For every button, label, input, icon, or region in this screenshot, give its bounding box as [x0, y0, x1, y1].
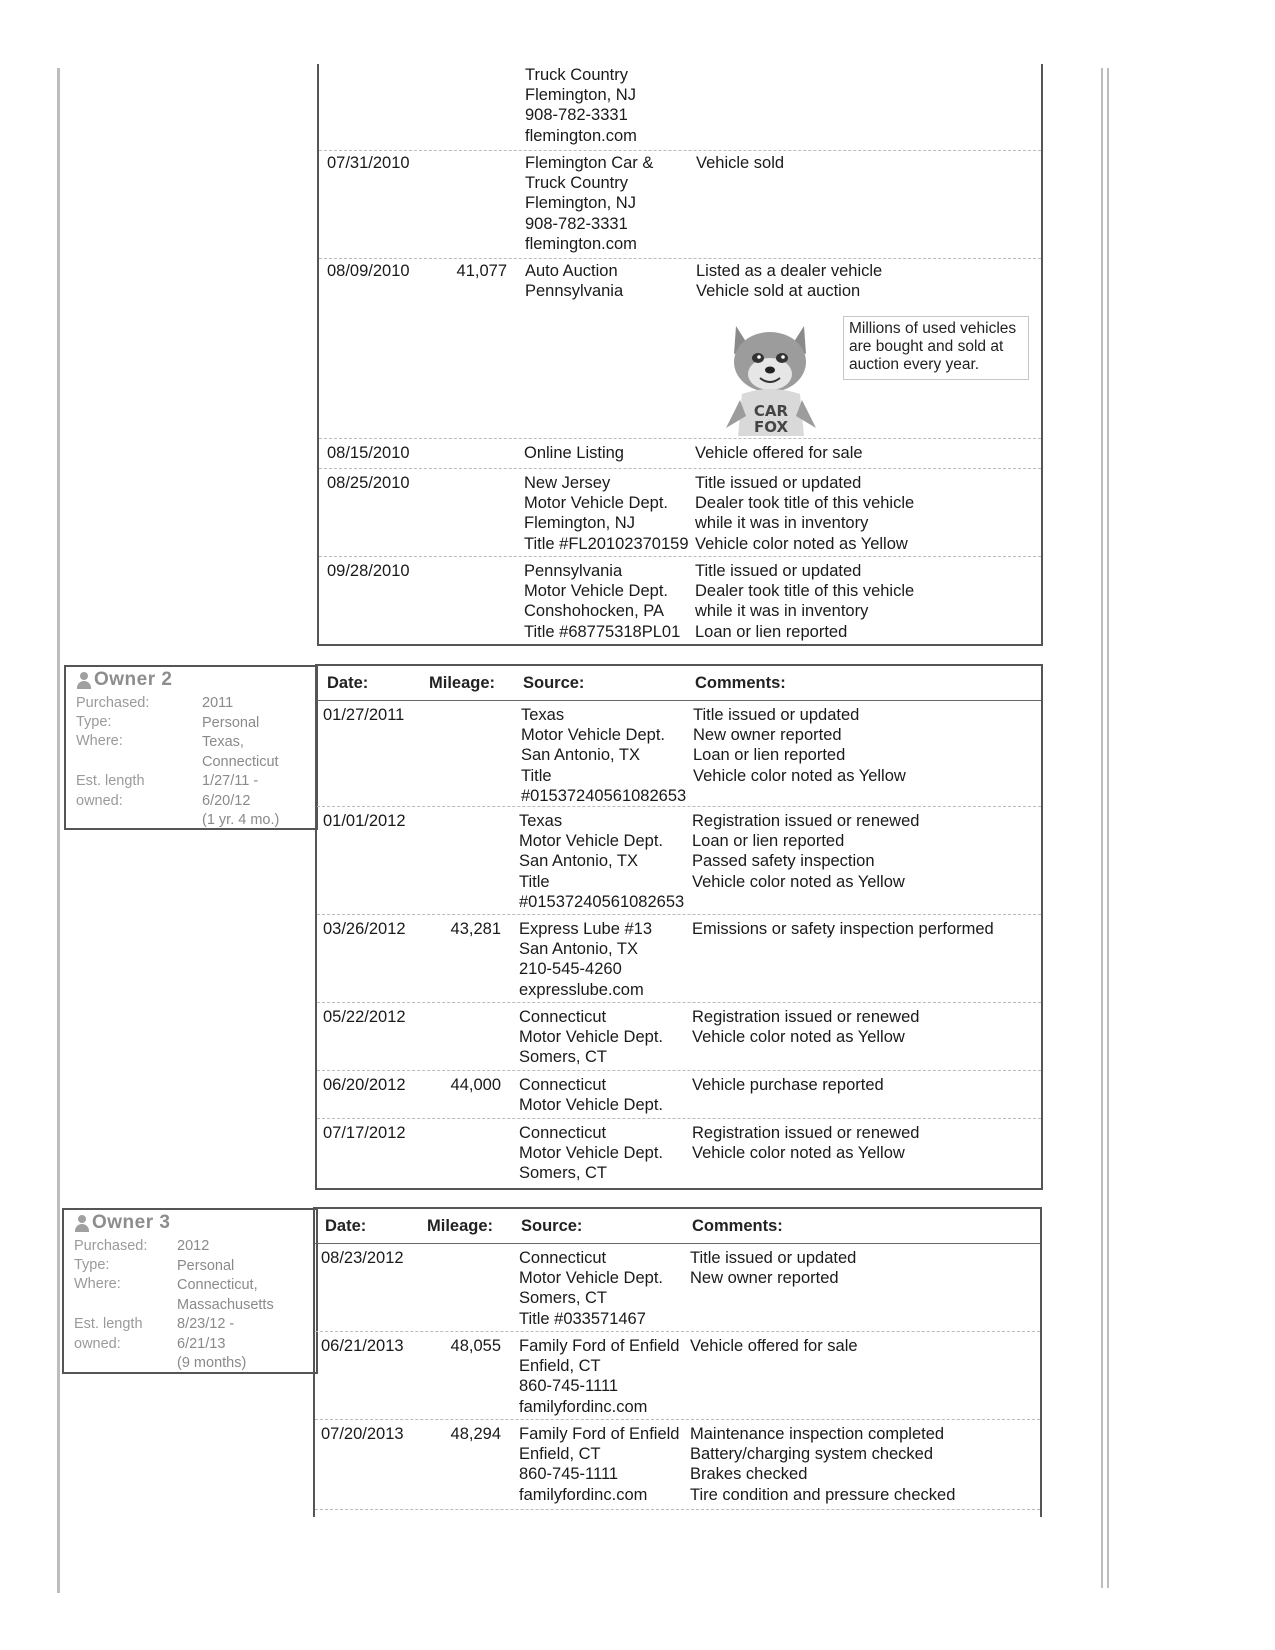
page-border-right-inner — [1107, 68, 1109, 1588]
comments-cell: Registration issued or renewed Vehicle color noted as Yellow — [692, 1008, 920, 1047]
date-cell: 06/20/2012 — [323, 1076, 406, 1094]
source-cell: Texas Motor Vehicle Dept. San Antonio, TX Title #01537240561082653 — [521, 706, 687, 805]
table-row — [319, 556, 1041, 645]
source-cell: Pennsylvania Motor Vehicle Dept. Conshohocken, PA Title #68775318PL01 — [524, 562, 681, 641]
date-cell: 08/25/2010 — [327, 474, 410, 492]
table-row — [315, 1331, 1040, 1420]
header-source: Source: — [523, 674, 585, 692]
est-length-value: 1/27/11 - 6/20/12 (1 yr. 4 mo.) — [202, 773, 280, 828]
where-value: Texas, Connecticut — [202, 734, 279, 770]
comments-cell: Vehicle offered for sale — [695, 444, 863, 462]
type-value: Personal — [202, 715, 260, 731]
table-row — [315, 1419, 1040, 1510]
header-date: Date: — [325, 1217, 367, 1235]
table-row — [319, 64, 1041, 152]
auction-callout: Millions of used vehicles are bought and sold at auction every year. — [843, 316, 1029, 380]
source-cell: Family Ford of Enfield Enfield, CT 860-745-1111 familyfordinc.com — [519, 1425, 680, 1504]
page-border-right — [1101, 68, 1103, 1588]
date-cell: 08/09/2010 — [327, 262, 410, 280]
date-cell: 06/21/2013 — [321, 1337, 404, 1355]
table-row — [317, 1070, 1041, 1119]
header-comments: Comments: — [695, 674, 786, 692]
comments-cell: Registration issued or renewed Loan or lien reported Passed safety inspection Vehicle color noted as Yellow — [692, 812, 920, 891]
table-row — [319, 468, 1041, 557]
person-icon — [76, 671, 92, 689]
date-cell: 01/01/2012 — [323, 812, 406, 830]
source-cell: Online Listing — [524, 444, 624, 462]
comments-cell: Vehicle offered for sale — [690, 1337, 858, 1355]
header-date: Date: — [327, 674, 369, 692]
type-value: Personal — [177, 1258, 235, 1274]
comments-cell: Vehicle sold — [696, 154, 785, 172]
est-length-label: Est. length owned: — [74, 1316, 143, 1352]
where-label: Where: — [76, 733, 123, 749]
mileage-cell: 48,055 — [450, 1337, 501, 1355]
source-cell: Truck Country Flemington, NJ 908-782-3331 flemington.com — [525, 66, 637, 145]
mileage-cell: 48,294 — [450, 1425, 501, 1443]
history-table-owner3 — [313, 1207, 1042, 1517]
date-cell: 01/27/2011 — [323, 706, 405, 724]
table-row — [317, 1002, 1041, 1071]
date-cell: 08/23/2012 — [321, 1249, 404, 1267]
comments-cell: Title issued or updated New owner reported — [690, 1249, 857, 1288]
table-row — [317, 700, 1041, 807]
comments-cell: Emissions or safety inspection performed — [692, 920, 994, 938]
carfox-mascot-icon — [716, 316, 826, 436]
source-cell: Family Ford of Enfield Enfield, CT 860-745-1111 familyfordinc.com — [519, 1337, 680, 1416]
source-cell: Auto Auction Pennsylvania — [525, 262, 624, 301]
mileage-cell: 43,281 — [450, 920, 501, 938]
owner3-title: Owner 3 — [74, 1212, 170, 1234]
svg-text:FOX: FOX — [753, 418, 789, 436]
date-cell: 07/20/2013 — [321, 1425, 404, 1443]
comments-cell: Title issued or updated New owner reported Loan or lien reported Vehicle color noted as Yellow — [693, 706, 906, 785]
comments-cell: Title issued or updated Dealer took title of this vehicle while it was in inventory Vehicle color noted as Yellow — [695, 474, 915, 553]
source-cell: Texas Motor Vehicle Dept. San Antonio, TX Title #01537240561082653 — [519, 812, 685, 911]
owner3-summary — [62, 1208, 318, 1374]
est-length-label: Est. length owned: — [76, 773, 145, 809]
table-row — [317, 806, 1041, 913]
mileage-cell: 44,000 — [450, 1076, 501, 1094]
table-row — [319, 150, 1041, 261]
source-cell: New Jersey Motor Vehicle Dept. Flemington, NJ Title #FL20102370159 — [524, 474, 689, 553]
where-label: Where: — [74, 1276, 121, 1292]
header-mileage: Mileage: — [429, 674, 496, 692]
owner2-summary — [64, 665, 318, 830]
owner2-title: Owner 2 — [76, 669, 172, 691]
table-row — [315, 1243, 1040, 1332]
type-label: Type: — [74, 1257, 110, 1273]
table-row — [319, 438, 1041, 471]
table-bottom-rule — [315, 1509, 1040, 1510]
table-row — [317, 1118, 1041, 1189]
source-cell: Connecticut Motor Vehicle Dept. Somers, CT Title #033571467 — [519, 1249, 663, 1328]
mileage-cell: 41,077 — [456, 262, 507, 280]
date-cell: 03/26/2012 — [323, 920, 406, 938]
comments-cell: Listed as a dealer vehicle Vehicle sold at auction — [696, 262, 883, 301]
table-row — [317, 914, 1041, 1003]
source-cell: Express Lube #13 San Antonio, TX 210-545-4260 expresslube.com — [519, 920, 653, 999]
est-length-value: 8/23/12 - 6/21/13 (9 months) — [177, 1316, 247, 1371]
purchased-label: Purchased: — [76, 695, 150, 711]
history-table-owner2 — [315, 664, 1043, 1190]
comments-cell: Maintenance inspection completed Battery/charging system checked Brakes checked Tire condition and pressure checked — [690, 1425, 956, 1504]
person-icon — [74, 1214, 90, 1232]
purchased-value: 2011 — [202, 695, 234, 711]
source-cell: Connecticut Motor Vehicle Dept. Somers, CT — [519, 1008, 663, 1067]
date-cell: 08/15/2010 — [327, 444, 410, 462]
purchased-label: Purchased: — [74, 1238, 148, 1254]
header-source: Source: — [521, 1217, 583, 1235]
comments-cell: Vehicle purchase reported — [692, 1076, 884, 1094]
header-mileage: Mileage: — [427, 1217, 494, 1235]
comments-cell: Registration issued or renewed Vehicle color noted as Yellow — [692, 1124, 920, 1163]
page-border-left — [57, 68, 60, 1593]
purchased-value: 2012 — [177, 1238, 210, 1254]
source-cell: Connecticut Motor Vehicle Dept. — [519, 1076, 663, 1115]
where-value: Connecticut, Massachusetts — [177, 1277, 274, 1313]
source-cell: Connecticut Motor Vehicle Dept. Somers, CT — [519, 1124, 663, 1183]
svg-text:CAR: CAR — [753, 402, 789, 420]
header-comments: Comments: — [692, 1217, 783, 1235]
source-cell: Flemington Car & Truck Country Flemington, NJ 908-782-3331 flemington.com — [525, 154, 654, 253]
date-cell: 05/22/2012 — [323, 1008, 406, 1026]
comments-cell: Title issued or updated Dealer took title of this vehicle while it was in inventory Loan or lien reported — [695, 562, 915, 641]
date-cell: 09/28/2010 — [327, 562, 410, 580]
date-cell: 07/17/2012 — [323, 1124, 406, 1142]
type-label: Type: — [76, 714, 112, 730]
date-cell: 07/31/2010 — [327, 154, 410, 172]
